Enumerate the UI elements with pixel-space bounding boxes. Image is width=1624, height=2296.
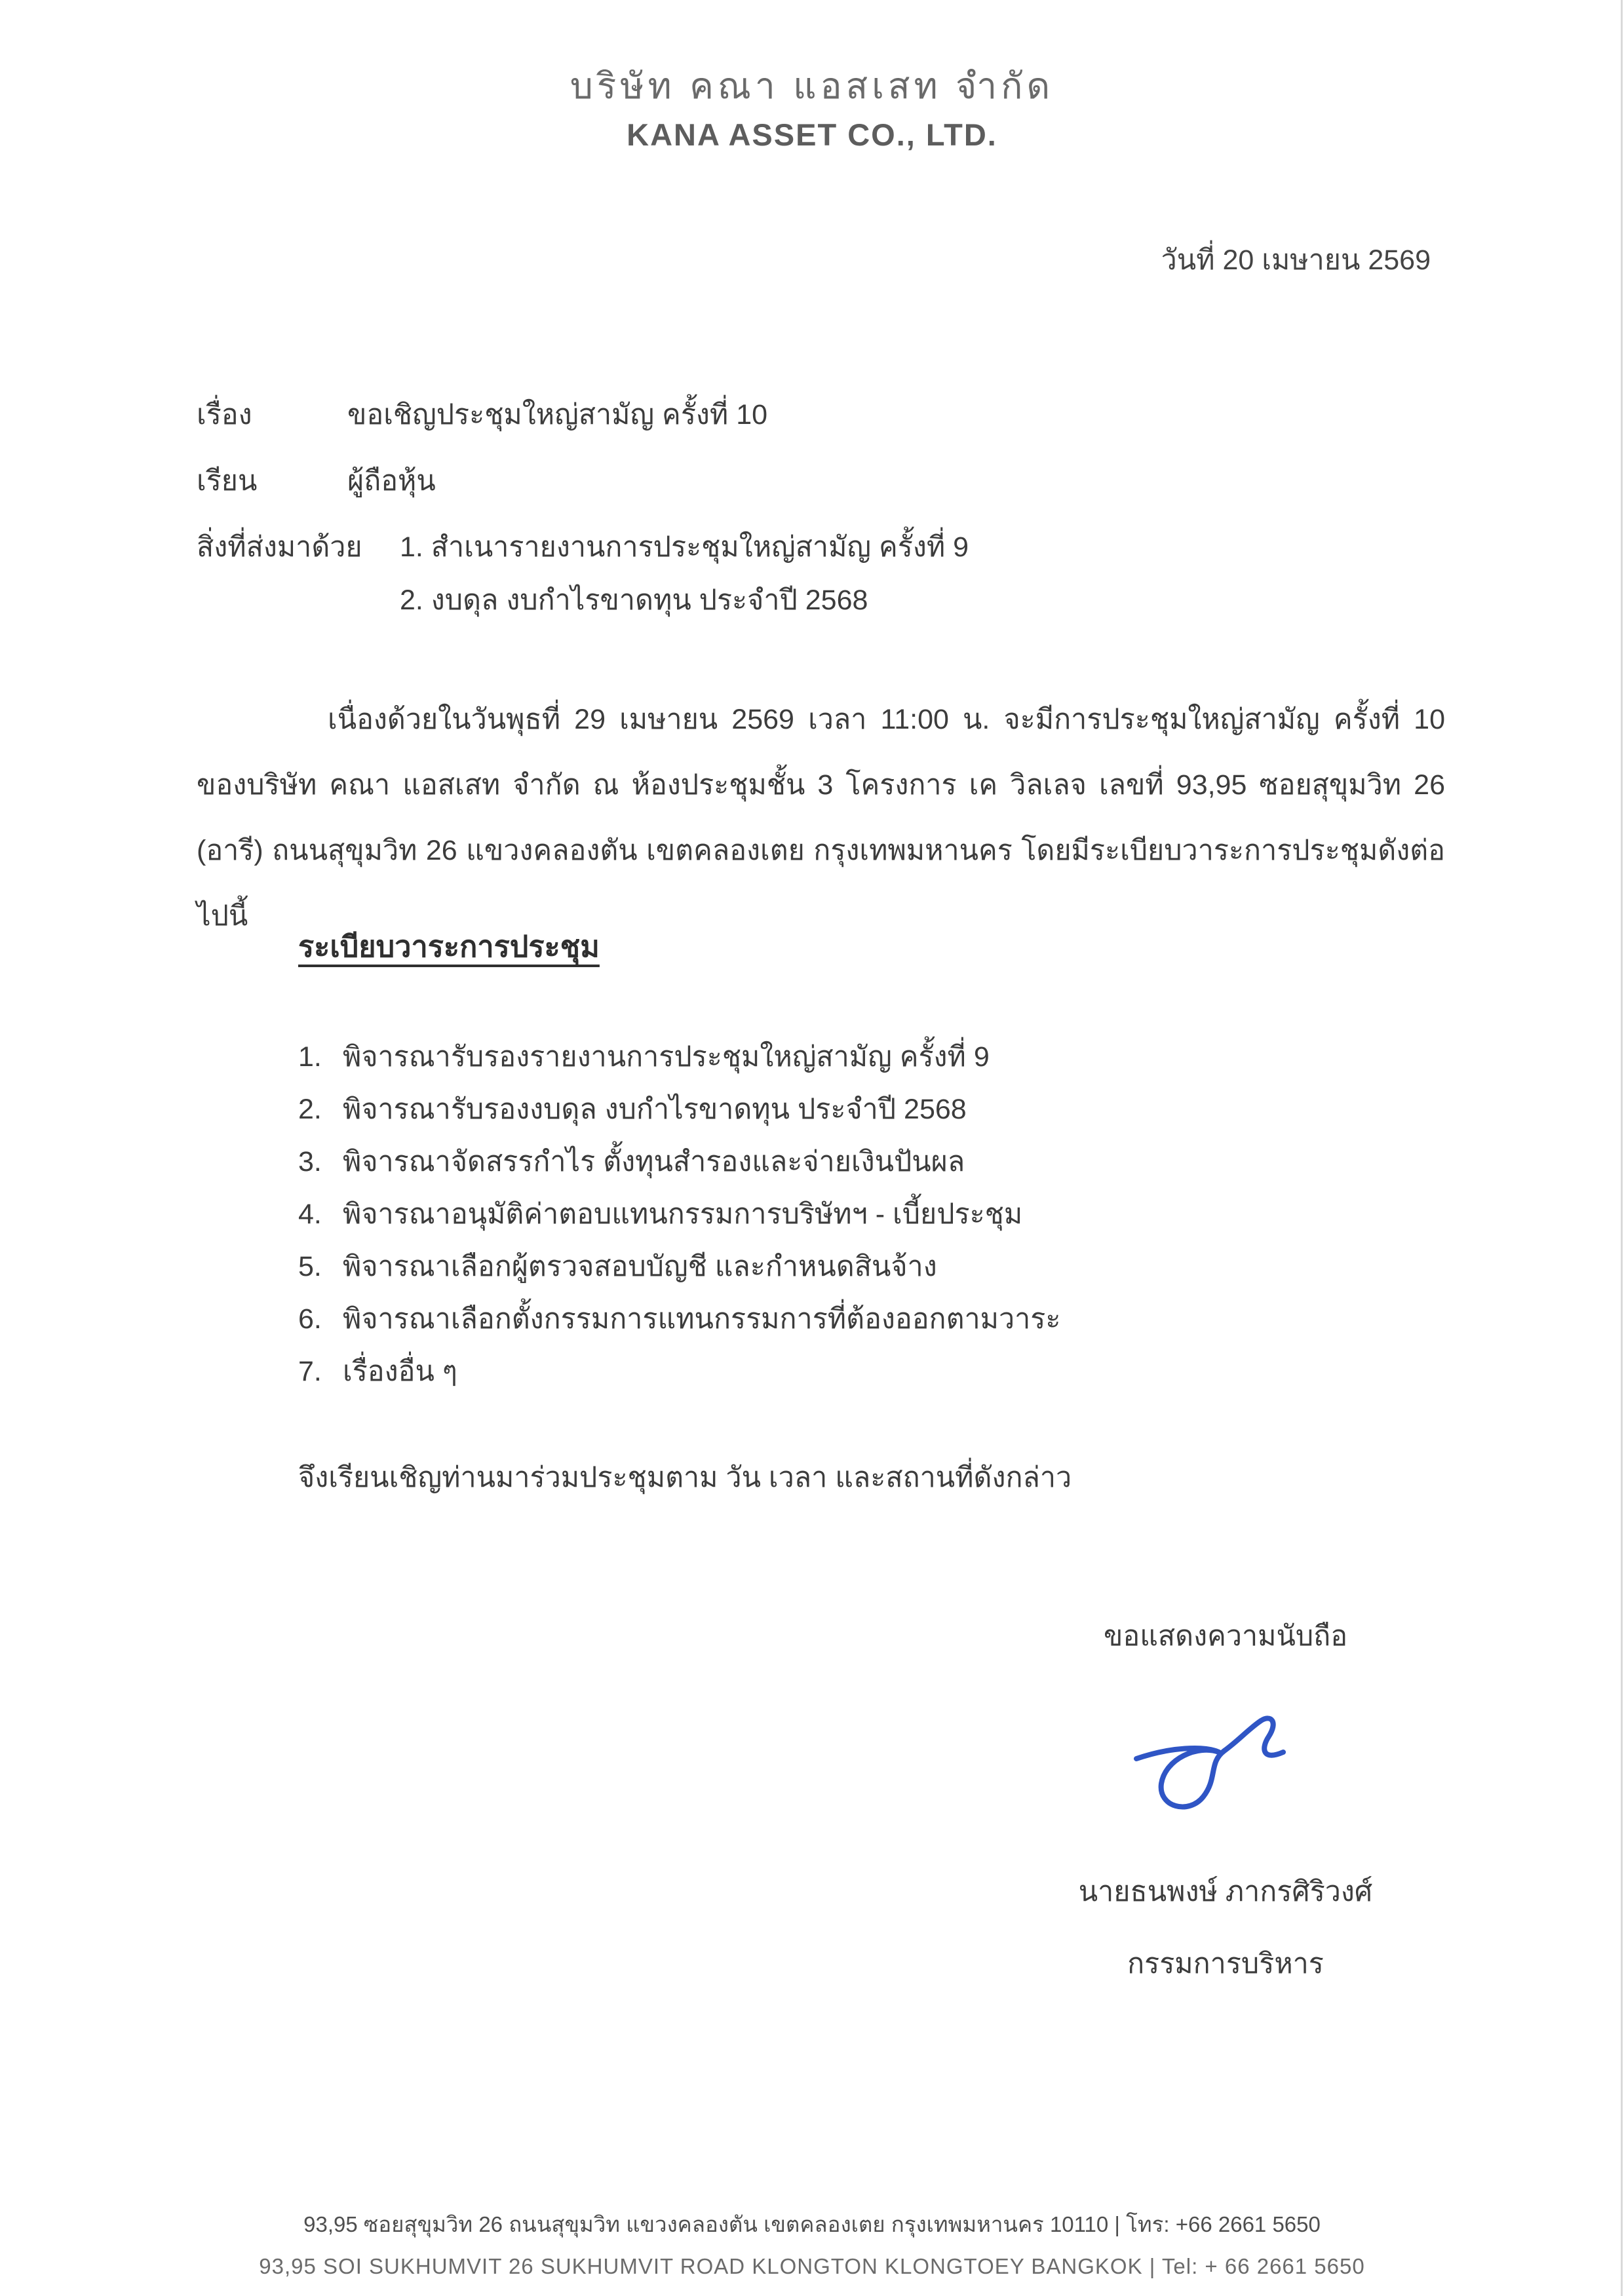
signature-ink — [1127, 1704, 1324, 1828]
agenda-item-text: พิจารณาเลือกผู้ตรวจสอบบัญชี และกำหนดสินจ้าง — [343, 1251, 937, 1282]
enclosure-row — [197, 577, 1442, 630]
agenda-item-number: 5. — [298, 1251, 322, 1282]
subject-label: เรื่อง — [197, 399, 252, 430]
footer-address-thai: 93,95 ซอยสุขุมวิท 26 ถนนสุขุมวิท แขวงคลองตัน เขตคลองเตย กรุงเทพมหานคร 10110 | โทร: +66 2661 5650 — [303, 2212, 1321, 2236]
agenda-item-number: 7. — [298, 1356, 322, 1387]
enclosure-row — [197, 524, 1442, 577]
signer-title: กรรมการบริหาร — [1127, 1948, 1324, 1980]
agenda-item-text: พิจารณาเลือกตั้งกรรมการแทนกรรมการที่ต้องออกตามวาระ — [343, 1303, 1061, 1335]
recipient-label: เรียน — [197, 465, 258, 497]
agenda-item — [298, 1147, 1465, 1177]
agenda-item-number: 3. — [298, 1146, 322, 1177]
signer-name: นายธนพงษ์ ภากรศิริวงศ์ — [1078, 1876, 1373, 1907]
agenda-item — [298, 1304, 1465, 1335]
agenda-item-text: พิจารณาอนุมัติค่าตอบแทนกรรมการบริษัทฯ - เบี้ยประชุม — [343, 1198, 1023, 1230]
letter-meta — [197, 392, 1442, 630]
footer-address-english: 93,95 SOI SUKHUMVIT 26 SUKHUMVIT ROAD KLONGTON KLONGTOEY BANGKOK | Tel: + 66 2661 5650 — [259, 2254, 1365, 2278]
salutation: ขอแสดงความนับถือ — [1103, 1620, 1348, 1652]
enclosure-item: 1. สำเนารายงานการประชุมใหญ่สามัญ ครั้งที่ 9 — [400, 531, 969, 563]
scan-edge-artifact — [1621, 0, 1623, 2296]
agenda-item-text: พิจารณารับรองงบดุล งบกำไรขาดทุน ประจำปี 2568 — [343, 1094, 967, 1125]
signature-block — [937, 1613, 1514, 1985]
closing-line: จึงเรียนเชิญท่านมาร่วมประชุมตาม วัน เวลา และสถานที่ดังกล่าว — [298, 1462, 1072, 1493]
recipient-value: ผู้ถือหุ้น — [347, 465, 436, 497]
enclosure-item: 2. งบดุล งบกำไรขาดทุน ประจำปี 2568 — [400, 584, 868, 616]
enclosure-label: สิ่งที่ส่งมาด้วย — [197, 531, 362, 563]
recipient-row — [197, 458, 1442, 524]
agenda-item-text: เรื่องอื่น ๆ — [343, 1356, 457, 1387]
agenda-section — [298, 923, 1465, 1493]
company-name-thai: บริษัท คณา แอสเสท จำกัด — [570, 66, 1054, 106]
agenda-item — [298, 1199, 1465, 1230]
agenda-heading: ระเบียบวาระการประชุม — [298, 930, 600, 963]
agenda-item — [298, 1042, 1465, 1073]
agenda-item-text: พิจารณาจัดสรรกำไร ตั้งทุนสำรองและจ่ายเงินปันผล — [343, 1146, 965, 1177]
agenda-item — [298, 1094, 1465, 1125]
agenda-item — [298, 1252, 1465, 1282]
agenda-item-number: 4. — [298, 1198, 322, 1230]
agenda-item — [298, 1356, 1465, 1387]
agenda-item-number: 6. — [298, 1303, 322, 1335]
subject-value: ขอเชิญประชุมใหญ่สามัญ ครั้งที่ 10 — [347, 399, 768, 430]
agenda-item-number: 1. — [298, 1041, 322, 1073]
company-name-english: KANA ASSET CO., LTD. — [627, 117, 997, 152]
body-paragraph: เนื่องด้วยในวันพุธที่ 29 เมษายน 2569 เวลา 11:00 น. จะมีการประชุมใหญ่สามัญ ครั้งที่ 10 ของบริษัท คณา แอสเสท จำกัด ณ ห้องประชุมชั้น 3 โครงการ เค วิลเลจ เลขที่ 93,95 ซอยสุขุมวิท 26 (อารี) ถนนสุขุมวิท 26 แขวงคลองตัน เขตคลองเตย กรุงเทพมหานคร โดยมีระเบียบวาระการประชุมดังต่อไปนี้ — [197, 704, 1445, 932]
agenda-item-text: พิจารณารับรองรายงานการประชุมใหญ่สามัญ ครั้งที่ 9 — [343, 1041, 990, 1073]
date-line: วันที่ 20 เมษายน 2569 — [1161, 244, 1431, 276]
subject-row — [197, 392, 1442, 458]
agenda-item-number: 2. — [298, 1094, 322, 1125]
